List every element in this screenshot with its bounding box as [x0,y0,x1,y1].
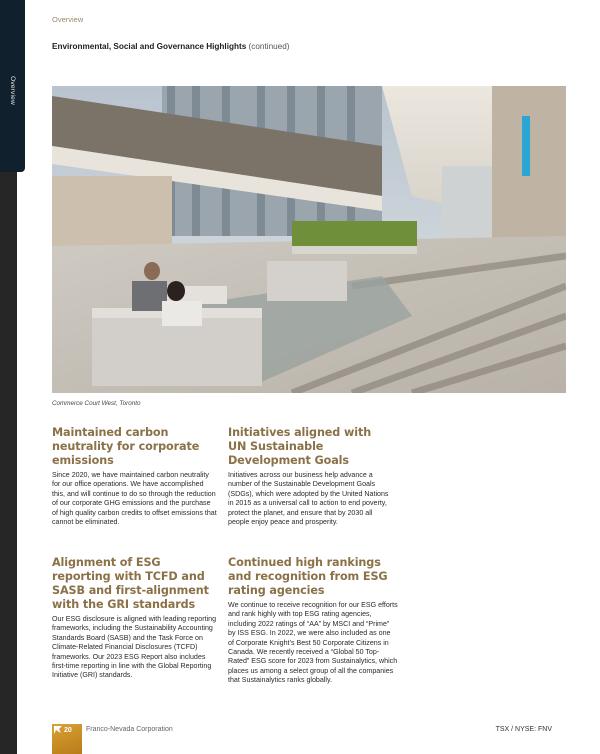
highlight-body: Since 2020, we have maintained carbon neutrality for our office operations. We have accomplished this, and will continue to do so through the reduction of our corporate GHG emissions and the purchase of high quality carbon credits to offset emissions that cannot be eliminated. [52,471,217,527]
highlight-heading: Continued high rankings and recognition from ESG rating agencies [228,556,388,597]
highlight-body: Our ESG disclosure is aligned with leading reporting frameworks, including the Sustainability Accounting Standards Board (SASB) and the Task Force on Climate-Related Financial Disclosures (TCFD) frameworks. Our 2023 ESG Report also includes first-time reporting in line with the Global Reporting Initiative (GRI) standards. [52,615,217,680]
footer-company-name: Franco-Nevada Corporation [86,726,173,733]
section-label: Overview [52,15,84,24]
footer-ticker: TSX / NYSE: FNV [495,726,552,733]
page-number: 20 [64,727,72,734]
page-title [52,42,290,51]
highlight-heading: Maintained carbon neutrality for corporate emissions [52,426,200,467]
page-title-main: Environmental, Social and Governance Highlights [52,42,247,51]
highlight-body: Initiatives across our business help advance a number of the Sustainable Development Goals (SDGs), which were adopted by the United Nations in 2015 as a universal call to action to end poverty, protect the planet, and ensure that by 2030 all people enjoy peace and prosperity. [228,471,389,527]
flag-icon [54,726,62,734]
highlight-esg-rankings [228,556,398,686]
highlight-heading: Alignment of ESG reporting with TCFD and SASB and first-alignment with the GRI standards [52,556,209,611]
highlight-un-sdgs [228,426,393,527]
highlight-carbon-neutrality [52,426,217,527]
page-number-badge [52,724,82,754]
highlight-body: We continue to receive recognition for our ESG efforts and rank highly with top ESG rating agencies, including 2022 ratings of “AA” by MSCI and “Prime” by ISS ESG. In 2022, we were also included as one of Corporate Knight’s Best 50 Corporate Citizens in Canada. We recently received a “Global 50 Top-Rated” ESG score for 2023 from Sustainalytics, which places us among a select group of all the companies that Sustainalytics ranks globally. [228,601,398,685]
side-tab-label: Overview [8,75,16,105]
highlight-heading: Initiatives aligned with UN Sustainable Development Goals [228,426,372,467]
atrium-photo [52,86,566,393]
photo-caption: Commerce Court West, Toronto [52,400,141,407]
page-title-suffix: (continued) [248,42,290,51]
side-section-tab[interactable] [0,0,25,172]
highlight-esg-reporting [52,556,217,681]
